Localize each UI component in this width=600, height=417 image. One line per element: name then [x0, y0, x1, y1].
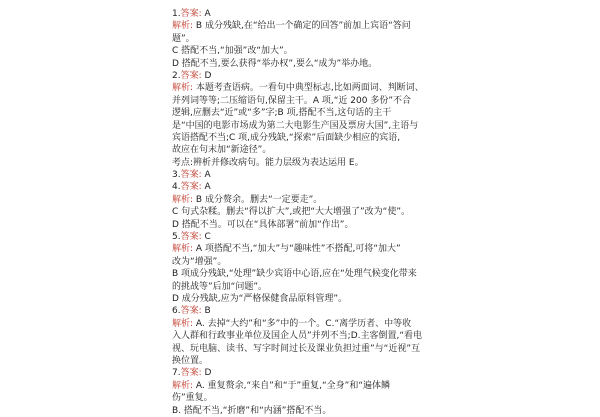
text-line	[172, 120, 458, 132]
answer-label: 答案:	[180, 170, 202, 181]
analysis-label: 解析:	[172, 194, 194, 205]
text-line	[172, 219, 458, 231]
line-text: 宾语搭配不当;C 项,成分残缺,“探索”后面缺少相应的宾语,	[172, 132, 401, 143]
line-text: 是“中国的电影市场成为第二大电影生产国及票房大国”,主语与	[172, 120, 419, 131]
line-text: D 成分残缺,应为“严格保健食品原料管理”。	[172, 293, 347, 304]
text-line	[172, 293, 458, 305]
line-text: C 句式杂糅。删去“得以扩大”,或把“大大增强了”改为“使”。	[172, 207, 410, 218]
answer-label: 答案:	[180, 232, 202, 243]
text-line	[172, 281, 458, 293]
text-line	[172, 33, 458, 45]
analysis-label: 解析:	[172, 83, 194, 94]
line-text: 故应在句末加“新途径”。	[172, 145, 272, 156]
analysis-line	[172, 82, 458, 94]
answer-value: D	[204, 368, 212, 379]
text-line	[172, 45, 458, 57]
text-line	[172, 58, 458, 70]
answer-label: 答案:	[180, 182, 202, 193]
answer-label: 答案:	[180, 70, 202, 81]
analysis-label: 解析:	[172, 244, 194, 255]
text-line	[172, 95, 458, 107]
answer-line	[172, 231, 458, 243]
line-text: D 搭配不当,要么获得“举办权”,要么“成为”举办地。	[172, 58, 378, 69]
line-text: 改为“增强”。	[172, 256, 227, 267]
analysis-line	[172, 243, 458, 255]
text-line	[172, 330, 458, 342]
line-text: B. 搭配不当,“折磨”和“内涵”搭配不当。	[172, 405, 332, 416]
line-text: C 搭配不当,“加强”改“加大”。	[172, 46, 293, 57]
exam-point-text: 辨析并修改病句。能力层级为表达运用 E。	[193, 157, 364, 168]
text-line	[172, 132, 458, 144]
analysis-text: A. 去掉“大约”和“多”中的一个。C.“离学历者、中等收	[195, 318, 412, 329]
line-text: 并列词等等;二压缩语句,保留主干。A 项,“近 200 多份”不合	[172, 95, 411, 106]
answer-value: A	[204, 9, 211, 19]
answer-line	[172, 70, 458, 82]
analysis-text: 本题考查语病。一看句中典型标志,比如两面词、判断词、	[195, 83, 424, 94]
line-text: 题”。	[172, 33, 195, 44]
analysis-line	[172, 20, 458, 32]
text-line	[172, 107, 458, 119]
question-number: 2.	[172, 70, 181, 81]
answer-value: A	[204, 182, 211, 193]
answer-line	[172, 8, 458, 20]
answer-value: D	[204, 70, 212, 81]
question-number: 1.	[172, 9, 181, 19]
analysis-text: B 成分残缺,在“给出一个确定的回答”前加上宾语“答问	[195, 21, 411, 32]
analysis-label: 解析:	[172, 21, 194, 32]
analysis-text: A. 重复赘余,“来自”和“于”重复,“全身”和“遍体鳞	[195, 380, 391, 391]
question-number: 6.	[172, 306, 181, 317]
text-line	[172, 343, 458, 355]
analysis-text: A 项搭配不当,“加大”与“趣味性”不搭配,可将“加大”	[195, 244, 401, 255]
line-text: 入人群和行政事业单位及国企人员”并列不当;D.主客倒置,“看电	[172, 331, 423, 342]
line-text: 伤”重复。	[172, 393, 213, 404]
analysis-text: B 成分赘余。删去“一定要走”。	[195, 194, 323, 205]
exam-point-line	[172, 157, 458, 169]
answer-label: 答案:	[180, 306, 202, 317]
line-text: 的挑战等”后加“问题”。	[172, 281, 267, 292]
text-line	[172, 144, 458, 156]
question-number: 4.	[172, 182, 181, 193]
analysis-label: 解析:	[172, 380, 194, 391]
answer-line	[172, 367, 458, 379]
question-number: 3.	[172, 170, 181, 181]
exam-point-label: 考点:	[172, 157, 194, 168]
answer-line	[172, 305, 458, 317]
text-line	[172, 256, 458, 268]
answer-value: A	[204, 170, 211, 181]
line-text: 逻辑,应删去“近”或“多”字;B 项,搭配不当,这句话的主干	[172, 108, 392, 119]
answer-value: C	[204, 232, 211, 243]
line-text: 换位置。	[172, 355, 209, 366]
analysis-line	[172, 380, 458, 392]
answer-value: B	[204, 306, 211, 317]
analysis-line	[172, 194, 458, 206]
text-line	[172, 392, 458, 404]
text-line	[172, 206, 458, 218]
answer-label: 答案:	[180, 368, 202, 379]
line-text: D 搭配不当。可以在“具体部署”前加“作出”。	[172, 219, 354, 230]
answer-label: 答案:	[180, 9, 202, 19]
analysis-label: 解析:	[172, 318, 194, 329]
analysis-line	[172, 318, 458, 330]
line-text: B 项成分残缺,“处理”缺少宾语中心语,应在“处理气候变化带来	[172, 269, 417, 280]
answer-key-text	[172, 8, 458, 417]
answer-line	[172, 169, 458, 181]
question-number: 7.	[172, 368, 181, 379]
text-line	[172, 268, 458, 280]
line-text: 视、玩电脑、读书、写字时间过长及课业负担过重”与“近视”互	[172, 343, 420, 354]
text-line	[172, 355, 458, 367]
question-number: 5.	[172, 232, 181, 243]
answer-line	[172, 181, 458, 193]
text-line	[172, 405, 458, 417]
